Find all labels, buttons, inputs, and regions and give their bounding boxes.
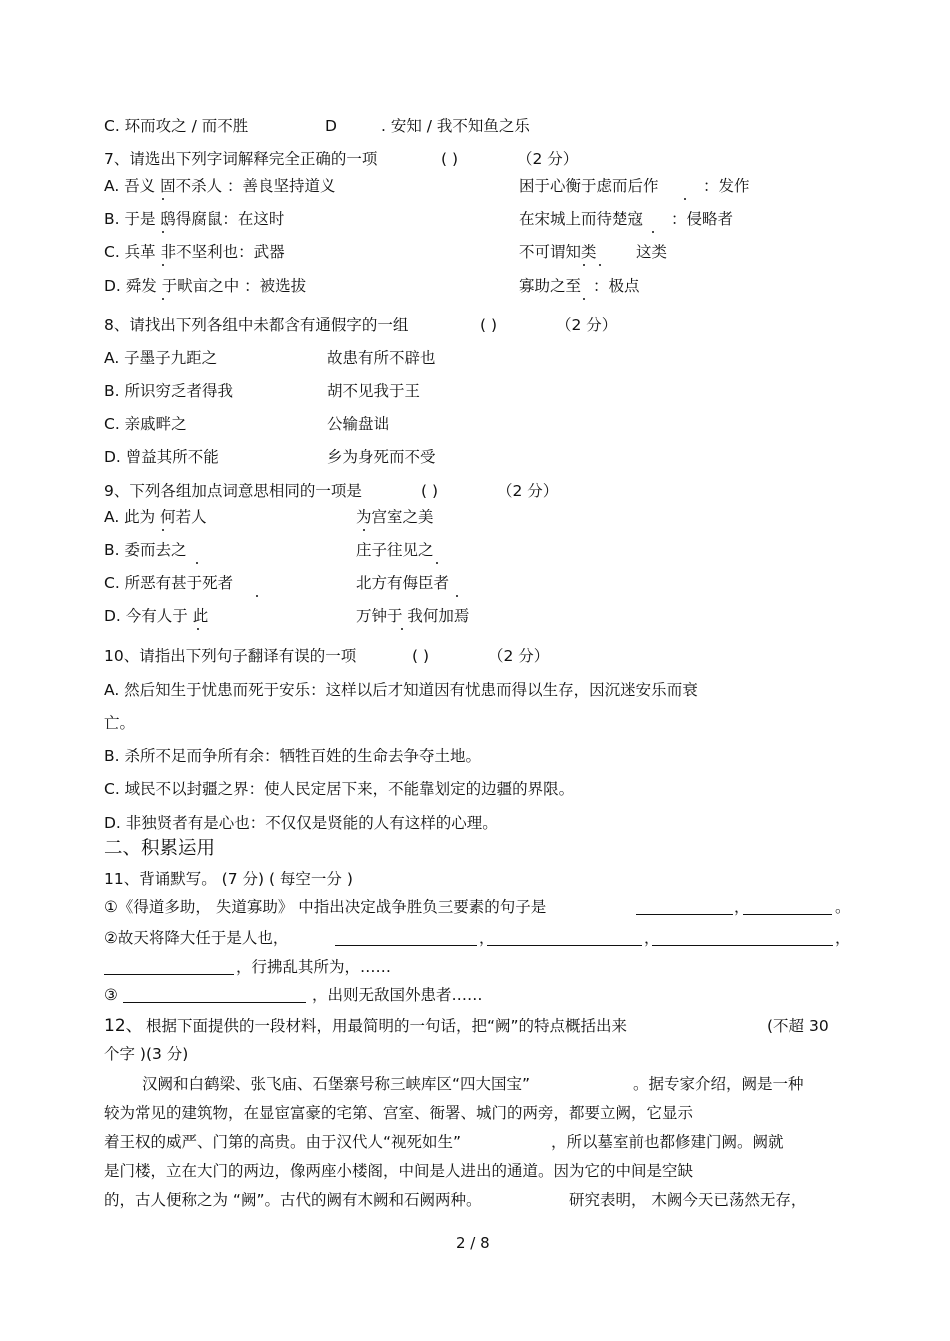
q9-option-d-right: 万钟于 我何加焉 — [356, 607, 470, 625]
q12-stem-line2: 个字 )(3 分) — [104, 1045, 189, 1063]
q8-option-a-left: A. 子墨子九距之 — [104, 349, 218, 367]
q11-line1-comma: ， — [734, 898, 750, 916]
emphasis-dot — [162, 529, 164, 531]
q7-option-b-right-gloss: ：侵略者 — [671, 210, 734, 228]
q8-score: （2 分） — [556, 316, 618, 334]
q11-line1-period: 。 — [835, 898, 851, 916]
q10-option-a-line1: A. 然后知生于忧患而死于安乐：这样以后才知道因有忧患而得以生存，因沉迷安乐而衰 — [104, 681, 698, 699]
answer-blank[interactable] — [335, 931, 477, 946]
q6-option-c: C. 环而攻之 / 而不胜 — [104, 117, 249, 135]
q9-option-a-left: A. 此为 何若人 — [104, 508, 207, 526]
q12-para-line3b: ，所以墓室前也都修建门阙。阙就 — [551, 1133, 784, 1151]
q8-option-b-right: 胡不见我于王 — [327, 382, 421, 400]
q7-option-a-left: A. 吾义 固不杀人 ：善良坚持道义 — [104, 177, 336, 195]
emphasis-dot — [162, 264, 164, 266]
emphasis-dot — [162, 298, 164, 300]
emphasis-dot — [162, 231, 164, 233]
q12-para-line1b: 。据专家介绍，阙是一种 — [633, 1075, 804, 1093]
q7-score: （2 分） — [517, 150, 579, 168]
q8-stem: 8、请找出下列各组中未都含有通假字的一组 — [104, 316, 409, 334]
answer-blank[interactable] — [487, 931, 642, 946]
q10-option-b: B. 杀所不足而争所有余：牺牲百姓的生命去争夺土地。 — [104, 747, 481, 765]
emphasis-dot — [363, 529, 365, 531]
q7-option-c-right-gloss: 这类 — [636, 243, 668, 261]
q10-stem: 10、请指出下列句子翻译有误的一项 — [104, 647, 357, 665]
q9-answer-paren: ( ) — [421, 482, 439, 500]
q9-option-a-right: 为宫室之美 — [356, 508, 434, 526]
q8-option-c-left: C. 亲戚畔之 — [104, 415, 187, 433]
section-heading: 二、积累运用 — [104, 838, 216, 859]
q11-stem: 11、背诵默写。 (7 分) ( 每空一分 ) — [104, 870, 353, 888]
q11-line3-tail: ，行拂乱其所为，…… — [236, 958, 392, 976]
emphasis-dot — [162, 198, 164, 200]
q11-line4-tail: ，出则无敌国外患者…… — [312, 986, 483, 1004]
q11-line2: ②故天将降大任于是人也， — [104, 929, 289, 947]
emphasis-dot — [599, 264, 601, 266]
q7-option-d-left: D. 舜发 于畎亩之中 ：被选拔 — [104, 277, 307, 295]
q8-option-c-right: 公输盘诎 — [327, 415, 390, 433]
q7-option-d-right-gloss: ：极点 — [593, 277, 640, 295]
q8-answer-paren: ( ) — [480, 316, 498, 334]
q10-score: （2 分） — [488, 647, 550, 665]
q9-option-c-right: 北方有侮臣者 — [356, 574, 450, 592]
q9-option-b-right: 庄子往见之 — [356, 541, 434, 559]
q10-option-c: C. 域民不以封疆之界：使人民定居下来，不能靠划定的边疆的界限。 — [104, 780, 575, 798]
emphasis-dot — [684, 198, 686, 200]
q10-option-d: D. 非独贤者有是心也：不仅仅是贤能的人有这样的心理。 — [104, 814, 498, 832]
emphasis-dot — [583, 264, 585, 266]
q9-option-b-left: B. 委而去之 — [104, 541, 187, 559]
q7-option-b-right: 在宋城上而待楚寇 — [519, 210, 644, 228]
q7-stem: 7、请选出下列字词解释完全正确的一项 — [104, 150, 378, 168]
q12-number: 12、 — [104, 1016, 143, 1036]
q7-answer-paren: ( ) — [441, 150, 459, 168]
emphasis-dot — [256, 595, 258, 597]
q7-option-b-left: B. 于是 鸱得腐鼠：在这时 — [104, 210, 285, 228]
q8-option-d-right: 乡为身死而不受 — [327, 448, 436, 466]
q9-score: （2 分） — [497, 482, 559, 500]
q11-line2-comma: ， — [644, 929, 660, 947]
emphasis-dot — [197, 628, 199, 630]
answer-blank[interactable] — [636, 900, 733, 915]
emphasis-dot — [652, 231, 654, 233]
q12-limit: (不超 30 — [767, 1017, 829, 1035]
answer-blank[interactable] — [743, 900, 832, 915]
page-number: 2 / 8 — [456, 1234, 490, 1252]
answer-blank[interactable] — [123, 988, 306, 1003]
emphasis-dot — [456, 595, 458, 597]
q11-line4-marker: ③ — [104, 986, 118, 1004]
q10-answer-paren: ( ) — [412, 647, 430, 665]
emphasis-dot — [196, 562, 198, 564]
q12-para-line2: 较为常见的建筑物，在显宦富豪的宅第、宫室、衙署、城门的两旁，都要立阙，它显示 — [104, 1104, 694, 1122]
q10-option-a-line2: 亡。 — [104, 714, 136, 732]
emphasis-dot — [583, 298, 585, 300]
q9-stem: 9、下列各组加点词意思相同的一项是 — [104, 482, 362, 500]
q12-para-line3a: 着王权的威严、门第的高贵。由于汉代人“视死如生” — [104, 1133, 462, 1151]
answer-blank[interactable] — [104, 960, 234, 975]
q12-para-line4: 是门楼，立在大门的两边，像两座小楼阁，中间是人进出的通道。因为它的中间是空缺 — [104, 1162, 694, 1180]
q7-option-a-right-gloss: ：发作 — [703, 177, 750, 195]
q11-line2-comma: ， — [835, 929, 851, 947]
q12-para-line5a: 的，古人便称之为 “阙”。古代的阙有木阙和石阙两种。 — [104, 1191, 482, 1209]
answer-blank[interactable] — [652, 931, 833, 946]
q8-option-b-left: B. 所识穷乏者得我 — [104, 382, 233, 400]
q7-option-c-right: 不可谓知类 — [519, 243, 597, 261]
q12-stem: 根据下面提供的一段材料，用最简明的一句话，把“阙”的特点概括出来 — [146, 1017, 628, 1035]
q11-line1: ①《得道多助， 失道寡助》 中指出决定战争胜负三要素的句子是 — [104, 898, 547, 916]
q7-option-d-right: 寡助之至 — [519, 277, 582, 295]
q9-option-c-left: C. 所恶有甚于死者 — [104, 574, 234, 592]
q11-line2-comma: ， — [479, 929, 495, 947]
emphasis-dot — [436, 562, 438, 564]
q8-option-a-right: 故患有所不辟也 — [327, 349, 436, 367]
q6-option-d-letter: D — [325, 117, 337, 135]
q7-option-c-left: C. 兵革 非不坚利也：武器 — [104, 243, 285, 261]
q12-para-line5b: 研究表明， 木阙今天已荡然无存， — [569, 1191, 807, 1209]
q7-option-a-right: 困于心衡于虑而后作 — [519, 177, 659, 195]
q9-option-d-left: D. 今有人于 此 — [104, 607, 209, 625]
q12-para-line1a: 汉阙和白鹤梁、张飞庙、石堡寨号称三峡库区“四大国宝” — [142, 1075, 531, 1093]
emphasis-dot — [401, 628, 403, 630]
q6-option-d-text: . 安知 / 我不知鱼之乐 — [381, 117, 530, 135]
q8-option-d-left: D. 曾益其所不能 — [104, 448, 219, 466]
